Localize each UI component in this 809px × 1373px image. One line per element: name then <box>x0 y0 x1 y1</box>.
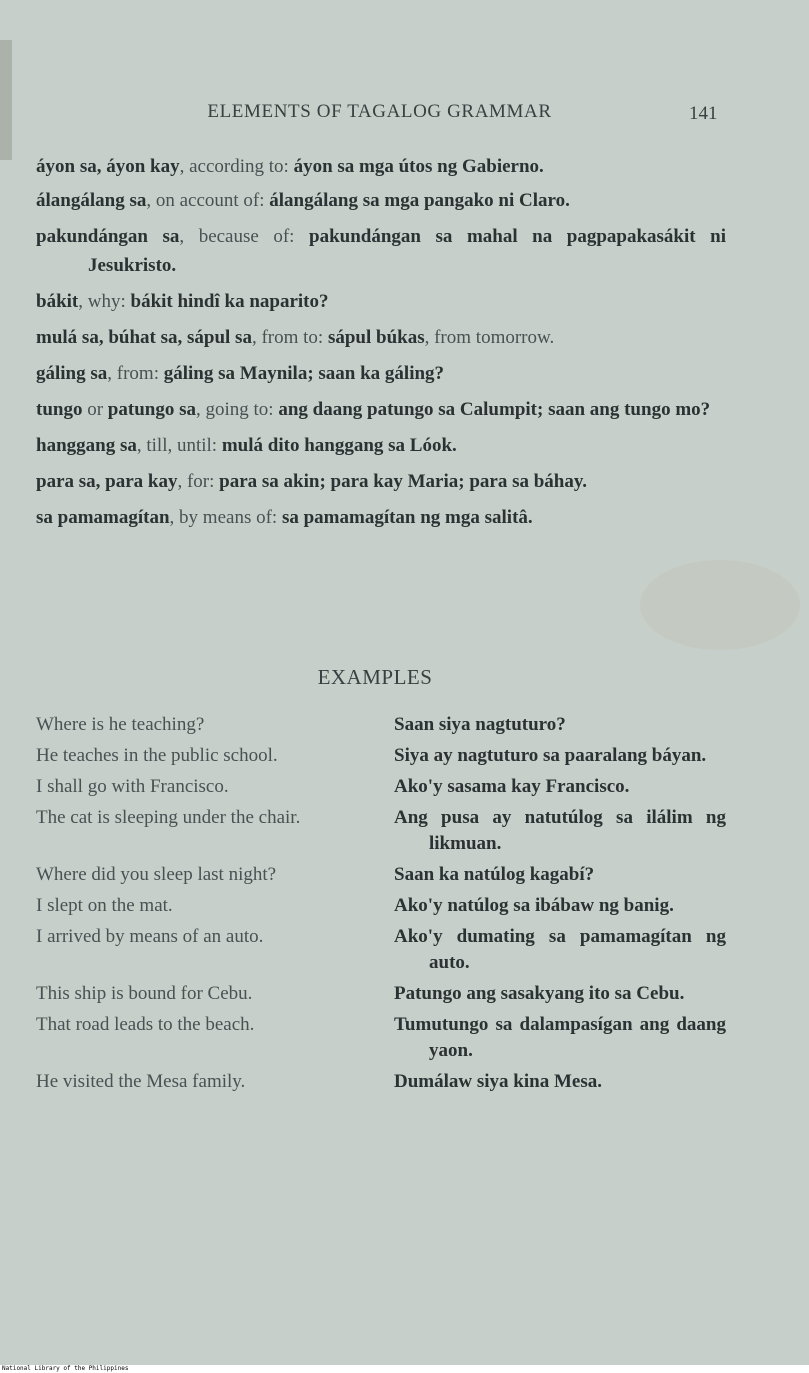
tagalog-term: bákit <box>36 291 79 312</box>
tagalog-sentence: Dumálaw siya kina Mesa. <box>394 1071 602 1092</box>
grammar-entry <box>36 359 726 388</box>
tagalog-sentence: Patungo ang sasakyang ito sa Cebu. <box>394 983 685 1004</box>
grammar-entry <box>36 287 726 316</box>
tagalog-term: áyon sa mga útos ng Gabierno. <box>293 156 544 177</box>
paper-stain <box>640 560 800 650</box>
page-edge-shadow <box>0 40 12 160</box>
example-row <box>36 924 726 976</box>
tagalog-sentence: Tumutungo sa dalampasígan ang daang yaon. <box>394 1014 726 1061</box>
page-number: 141 <box>689 103 718 124</box>
english-gloss: , why: <box>78 291 131 312</box>
tagalog-sentence: Ang pusa ay natutúlog sa ilálim ng likmuan. <box>394 807 726 854</box>
tagalog-sentence: Ako'y natúlog sa ibábaw ng banig. <box>394 895 674 916</box>
english-sentence: This ship is bound for Cebu. <box>36 983 253 1004</box>
english-gloss: , going to: <box>195 399 279 420</box>
example-row <box>36 743 726 769</box>
tagalog-term: hanggang sa <box>36 435 137 456</box>
tagalog-term: gáling sa <box>36 363 108 384</box>
tagalog-term: para sa akin; para kay Maria; para sa báhay. <box>219 471 588 492</box>
tagalog-term: bákit hindî ka naparito? <box>130 291 329 312</box>
tagalog-term: álangálang sa mga pangako ni Claro. <box>269 190 570 211</box>
grammar-entry <box>36 431 726 460</box>
tagalog-term: mulá sa, búhat sa, sápul sa <box>36 327 252 348</box>
tagalog-sentence: Siya ay nagtuturo sa paaralang báyan. <box>394 745 707 766</box>
english-gloss: , on account of: <box>146 190 270 211</box>
english-gloss: , from tomorrow. <box>424 327 555 348</box>
grammar-entry <box>36 467 726 496</box>
tagalog-term: ang daang patungo sa Calumpit; saan ang tungo mo? <box>278 399 711 420</box>
tagalog-term: sa pamamagítan <box>36 507 170 528</box>
example-row <box>36 862 726 888</box>
english-sentence: The cat is sleeping under the chair. <box>36 807 301 828</box>
tagalog-sentence: Saan ka natúlog kagabí? <box>394 864 595 885</box>
preposition-list <box>36 152 726 539</box>
english-gloss: , according to: <box>179 156 294 177</box>
grammar-entry <box>36 152 726 181</box>
running-title: ELEMENTS OF TAGALOG GRAMMAR <box>207 101 552 122</box>
tagalog-term: pakundángan sa mahal na pagpapakasákit ni Jesukristo. <box>88 226 726 276</box>
grammar-entry <box>36 186 726 215</box>
example-row <box>36 712 726 738</box>
english-sentence: I arrived by means of an auto. <box>36 926 264 947</box>
example-row <box>36 805 726 857</box>
english-gloss: or <box>82 399 108 420</box>
tagalog-term: sa pamamagítan ng mga salitâ. <box>281 507 533 528</box>
grammar-entry <box>36 222 726 280</box>
english-gloss: , by means of: <box>169 507 282 528</box>
english-gloss: , because of: <box>179 226 310 247</box>
grammar-entry <box>36 323 726 352</box>
english-sentence: He teaches in the public school. <box>36 745 278 766</box>
english-sentence: That road leads to the beach. <box>36 1014 255 1035</box>
tagalog-term: sápul búkas <box>327 327 425 348</box>
examples-heading: EXAMPLES <box>317 665 433 689</box>
tagalog-sentence: Saan siya nagtuturo? <box>394 714 566 735</box>
english-sentence: Where is he teaching? <box>36 714 205 735</box>
english-gloss: , for: <box>177 471 220 492</box>
example-row <box>36 981 726 1007</box>
tagalog-term: gáling sa Maynila; saan ka gáling? <box>163 363 445 384</box>
tagalog-term: mulá dito hanggang sa Lóok. <box>221 435 457 456</box>
example-row <box>36 1012 726 1064</box>
english-gloss: , from to: <box>251 327 328 348</box>
example-row <box>36 1069 726 1095</box>
library-credit: National Library of the Philippines <box>2 1365 129 1372</box>
tagalog-term: álangálang sa <box>36 190 147 211</box>
tagalog-term: tungo <box>36 399 83 420</box>
tagalog-term: pakundángan sa <box>36 226 180 247</box>
english-gloss: , till, until: <box>136 435 222 456</box>
grammar-entry <box>36 395 726 424</box>
grammar-entry <box>36 503 726 532</box>
example-row <box>36 893 726 919</box>
english-sentence: I slept on the mat. <box>36 895 173 916</box>
english-sentence: Where did you sleep last night? <box>36 864 277 885</box>
english-sentence: I shall go with Francisco. <box>36 776 229 797</box>
english-gloss: , from: <box>107 363 164 384</box>
examples-table <box>36 712 726 1100</box>
tagalog-term: para sa, para kay <box>36 471 178 492</box>
english-sentence: He visited the Mesa family. <box>36 1071 246 1092</box>
tagalog-sentence: Ako'y sasama kay Francisco. <box>394 776 630 797</box>
example-row <box>36 774 726 800</box>
tagalog-term: áyon sa, áyon kay <box>36 156 180 177</box>
tagalog-term: patungo sa <box>107 399 196 420</box>
tagalog-sentence: Ako'y dumating sa pamamagítan ng auto. <box>394 926 726 973</box>
